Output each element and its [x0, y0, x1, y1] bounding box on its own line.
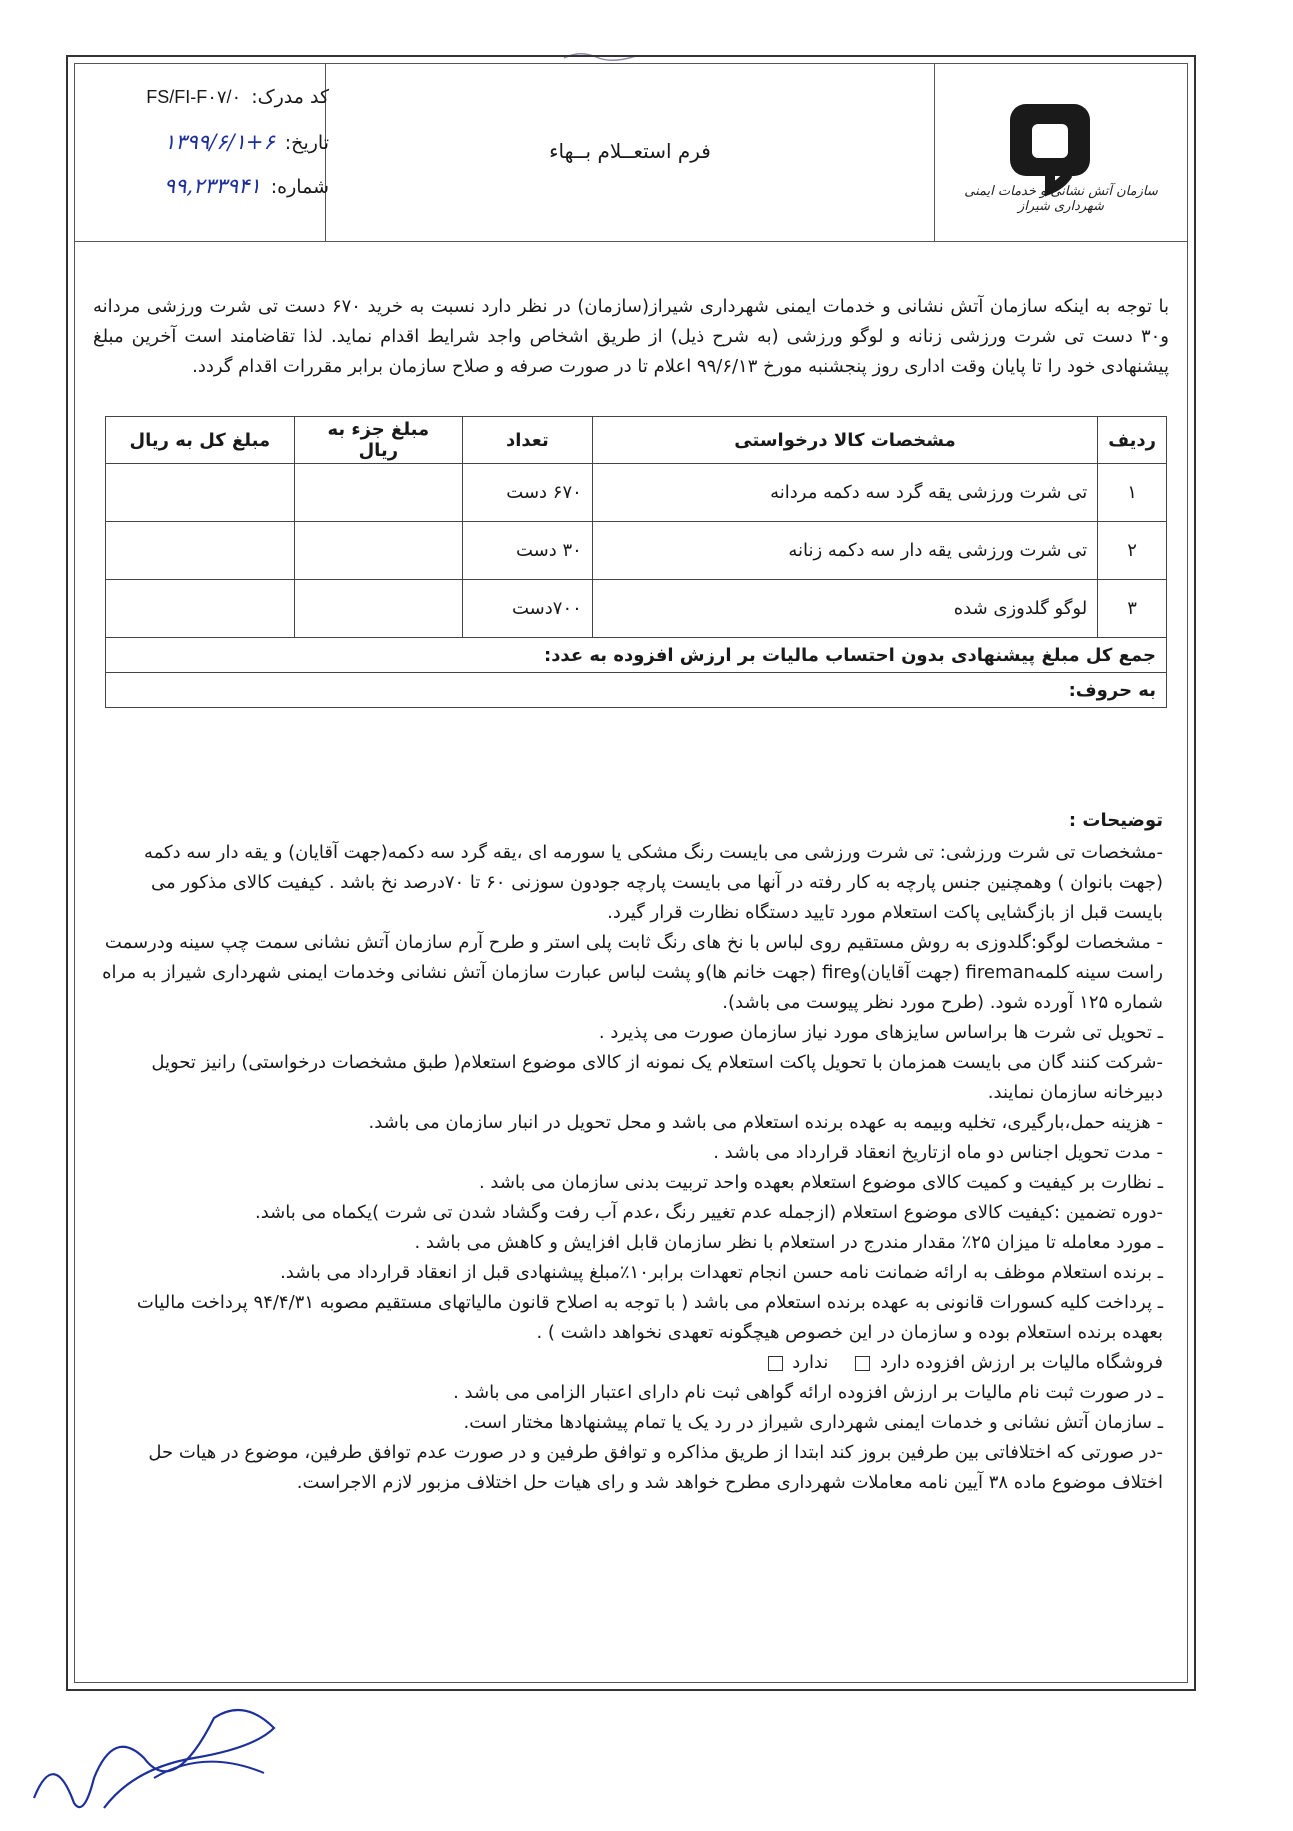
date-row — [89, 130, 329, 154]
doc-code-row — [89, 86, 329, 108]
form-frame — [66, 55, 1196, 1691]
doc-code-label: کد مدرک: — [251, 86, 329, 108]
row-unit-price — [294, 580, 462, 638]
signature-icon — [14, 1688, 314, 1828]
sum-words-row — [106, 673, 1167, 708]
form-inner-frame — [74, 63, 1188, 1683]
number-value: ۹۹,۲۳۳۹۴۱ — [163, 174, 261, 198]
vat-question-row — [99, 1348, 1163, 1378]
sum-words-label: به حروف: — [106, 673, 1167, 708]
logo-cell — [935, 64, 1187, 241]
note-item: -در صورتی که اختلافاتی بین طرفین بروز کند ابتدا از طریق مذاکره و توافق طرفین و در صورت عدم توافق طرفین، موضوع در هیات حل اختلاف موضوع ماده ۳۸ آیین نامه معاملات شهرداری مطرح خواهد شد و رای هیات حل اختلاف مزبور لازم الاجراست. — [148, 1442, 1163, 1493]
note-item: - هزینه حمل،بارگیری، تخلیه وبیمه به عهده برنده استعلام می باشد و محل تحویل در انبار سازمان می باشد. — [368, 1112, 1163, 1133]
row-spec: لوگو گلدوزی شده — [592, 580, 1097, 638]
doc-code-value: FS/FI-F۰۷/۰ — [146, 87, 242, 107]
header-row-number: ردیف — [1098, 417, 1167, 464]
note-item: ـ مورد معامله تا میزان ۲۵٪ مقدار مندرج در استعلام با نظر سازمان قابل افزایش و کاهش می باشد . — [414, 1232, 1163, 1253]
note-item: ـ نظارت بر کیفیت و کمیت کالای موضوع استعلام بعهده واحد تربیت بدنی سازمان می باشد . — [478, 1172, 1163, 1193]
row-unit-price — [294, 522, 462, 580]
form-header — [75, 64, 1187, 242]
row-total-price — [106, 580, 295, 638]
row-total-price — [106, 522, 295, 580]
row-spec: تی شرت ورزشی یقه دار سه دکمه زنانه — [592, 522, 1097, 580]
note-item: - مدت تحویل اجناس دو ماه ازتاریخ انعقاد قرارداد می باشد . — [713, 1142, 1163, 1163]
header-qty: تعداد — [462, 417, 592, 464]
row-number: ۲ — [1098, 522, 1167, 580]
table-header-row — [106, 417, 1167, 464]
row-spec: تی شرت ورزشی یقه گرد سه دکمه مردانه — [592, 464, 1097, 522]
org-name: سازمان آتش نشانی و خدمات ایمنی شهرداری شیراز — [964, 184, 1158, 214]
header-spec: مشخصات کالا درخواستی — [592, 417, 1097, 464]
row-number: ۱ — [1098, 464, 1167, 522]
form-title: فرم استعــلام بــهاء — [549, 139, 711, 163]
sum-numbers-row — [106, 638, 1167, 673]
header-unit-price: مبلغ جزء به ریال — [294, 417, 462, 464]
note-item: ـ تحویل تی شرت ها براساس سایزهای مورد نیاز سازمان صورت می پذیرد . — [598, 1022, 1163, 1043]
table-row — [106, 522, 1167, 580]
note-item: - مشخصات لوگو:گلدوزی به روش مستقیم روی لباس با نخ های رنگ ثابت پلی استر و طرح آرم سازمان آتش نشانی سمت چپ سینه ودرسمت راست سینه کلمهfireman (جهت آقایان)وfire (جهت خانم ها)و پشت لباس عبارت سازمان آتش نشانی وخدمات ایمنی شهرداری شیراز به مراه شماره ۱۲۵ آورده شود. (طرح مورد نظر پیوست می باشد). — [102, 932, 1163, 1013]
intro-paragraph: با توجه به اینکه سازمان آتش نشانی و خدمات ایمنی شهرداری شیراز(سازمان) در نظر دارد نسبت به خرید ۶۷۰ دست تی شرت ورزشی مردانه و۳۰ دست تی شرت ورزشی زنانه و لوگو ورزشی (به شرح ذیل) از طریق اشخاص واجد شرایط اقدام نماید. لذا تقاضامند است آخرین مبلغ پیشنهادی خود را تا پایان وقت اداری روز پنجشنبه مورخ ۹۹/۶/۱۳ اعلام تا در صورت صرفه و صلاح سازمان برابر مقررات اقدام گردد. — [93, 296, 1170, 377]
note-item: ـ سازمان آتش نشانی و خدمات ایمنی شهرداری شیراز در رد یک یا تمام پیشنهادها مختار است. — [463, 1412, 1163, 1433]
date-label: تاریخ: — [284, 132, 329, 154]
meta-cell — [75, 64, 341, 241]
table-row — [106, 580, 1167, 638]
notes-title: توضیحات : — [1068, 810, 1163, 831]
vat-question: فروشگاه مالیات بر ارزش افزوده دارد — [880, 1352, 1163, 1373]
sum-numbers-label: جمع کل مبلغ پیشنهادی بدون احتساب مالیات بر ارزش افزوده به عدد: — [106, 638, 1167, 673]
title-cell — [325, 64, 935, 241]
vat-no-label: ندارد — [792, 1352, 829, 1373]
vat-yes-checkbox[interactable] — [855, 1356, 870, 1371]
notes-section — [99, 806, 1163, 1498]
header-total-price: مبلغ کل به ریال — [106, 417, 295, 464]
row-total-price — [106, 464, 295, 522]
note-item: -دوره تضمین :کیفیت کالای موضوع استعلام (ازجمله عدم تغییر رنگ ،عدم آب رفت وگشاد شدن تی شرت )یکماه می باشد. — [254, 1202, 1163, 1223]
number-label: شماره: — [270, 176, 329, 198]
table-row — [106, 464, 1167, 522]
row-qty: ۳۰ دست — [462, 522, 592, 580]
row-qty: ۶۷۰ دست — [462, 464, 592, 522]
vat-no-checkbox[interactable] — [768, 1356, 783, 1371]
row-number: ۳ — [1098, 580, 1167, 638]
note-item: -مشخصات تی شرت ورزشی: تی شرت ورزشی می بایست رنگ مشکی یا سورمه ای ،یقه گرد سه دکمه(جهت آقایان) و یقه دار سه دکمه (جهت بانوان ) وهمچنین جنس پارچه به کار رفته در آنها می بایست پارچه جودون سوزنی ۶۰ تا ۷۰درصد نخ باشد . کیفیت کالای مذکور می بایست قبل از بازگشایی پاکت استعلام مورد تایید دستگاه نظارت قرار گیرد. — [143, 842, 1163, 923]
items-table — [105, 416, 1167, 708]
note-item: ـ برنده استعلام موظف به ارائه ضمانت نامه حسن انجام تعهدات برابر۱۰٪مبلغ پیشنهادی قبل از انعقاد قرارداد می باشد. — [280, 1262, 1163, 1283]
number-row — [89, 174, 329, 198]
row-qty: ۷۰۰دست — [462, 580, 592, 638]
row-unit-price — [294, 464, 462, 522]
note-item: ـ در صورت ثبت نام مالیات بر ارزش افزوده ارائه گواهی ثبت نام دارای اعتبار الزامی می باشد . — [453, 1382, 1163, 1403]
note-item: ـ پرداخت کلیه کسورات قانونی به عهده برنده استعلام می باشد ( با توجه به اصلاح قانون مالیاتهای مستقیم مصوبه ۹۴/۴/۳۱ پرداخت مالیات بعهده برنده استعلام بوده و سازمان در این خصوص هیچگونه تعهدی نخواهد داشت ) . — [136, 1292, 1163, 1343]
note-item: -شرکت کنند گان می بایست همزمان با تحویل پاکت استعلام یک نمونه از کالای موضوع استعلام( طبق مشخصات درخواستی) رانیز تحویل دبیرخانه سازمان نمایند. — [151, 1052, 1163, 1103]
date-value: ۱۳۹۹/۶/۱+۶ — [164, 130, 275, 154]
